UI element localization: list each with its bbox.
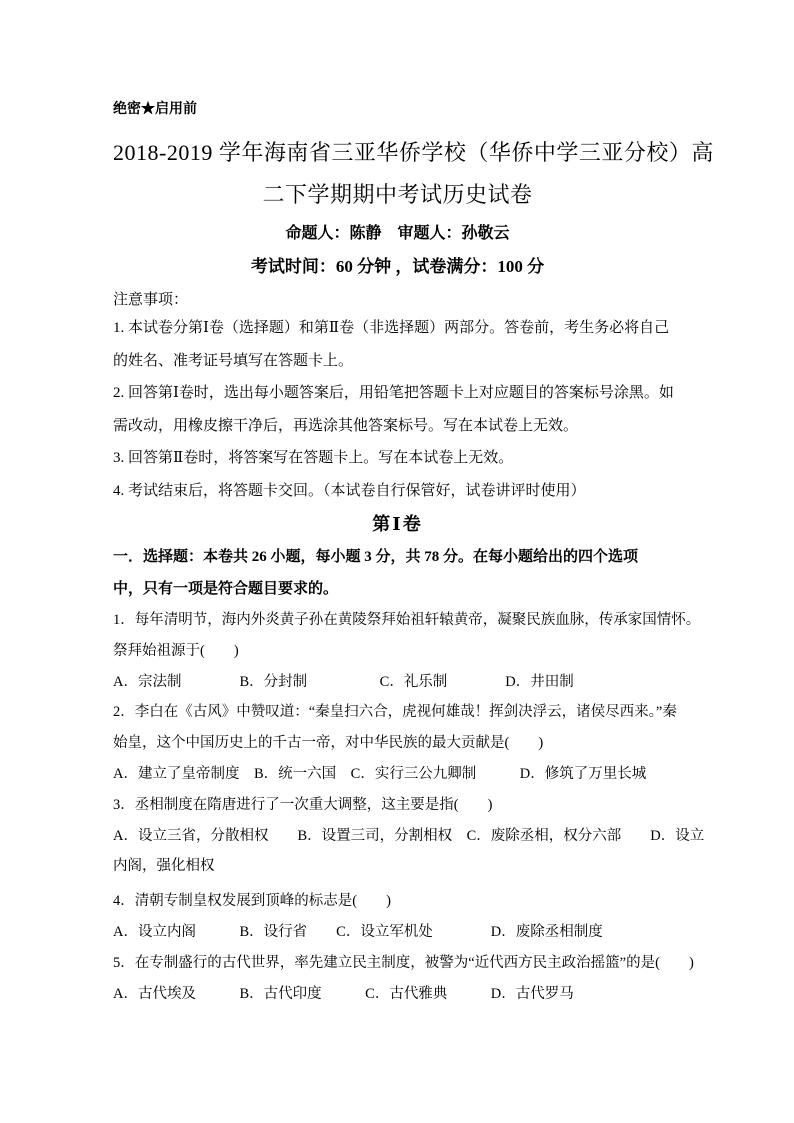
notice-1-line-1: 1. 本试卷分第Ⅰ卷（选择题）和第Ⅱ卷（非选择题）两部分。答卷前，考生务必将自己 xyxy=(113,320,670,336)
question-2-options: A．建立了皇帝制度 B．统一六国 C．实行三公九卿制 D．修筑了万里长城 xyxy=(113,765,647,782)
question-4-options: A．设立内阁 B．设行省 C．设立军机处 D．废除丞相制度 xyxy=(113,923,603,940)
classification-banner: 绝密★启用前 xyxy=(113,102,197,117)
question-5-options: A．古代埃及 B．古代印度 C．古代雅典 D．古代罗马 xyxy=(113,985,574,1002)
question-1-stem-line-1: 1．每年清明节，海内外炎黄子孙在黄陵祭拜始祖轩辕黄帝，凝聚民族血脉，传承家国情怀。 xyxy=(113,612,701,628)
section-intro-line-1: 一．选择题：本卷共 26 小题，每小题 3 分，共 78 分。在每小题给出的四个选项 xyxy=(113,549,639,565)
question-3-options-line-1: A．设立三省，分散相权 B．设置三司，分割相权 C．废除丞相，权分六部 D．设立 xyxy=(113,827,705,844)
notice-heading: 注意事项： xyxy=(113,292,189,308)
question-2-stem-line-1: 2．李白在《古风》中赞叹道：“秦皇扫六合，虎视何雄哉！挥剑决浮云，诸侯尽西来。”秦 xyxy=(113,704,677,721)
notice-1-line-2: 的姓名、准考证号填写在答题卡上。 xyxy=(113,352,354,369)
question-1-stem-line-2: 祭拜始祖源于( ) xyxy=(113,642,239,659)
question-5-stem: 5．在专制盛行的古代世界，率先建立民主制度，被警为“近代西方民主政治摇篮”的是( ) xyxy=(113,954,694,971)
exam-info-line: 考试时间：60 分钟 ，试卷满分：100 分 xyxy=(250,257,545,276)
question-1-options: A．宗法制 B．分封制 C．礼乐制 D．井田制 xyxy=(113,673,574,690)
exam-title-line-1: 2018-2019 学年海南省三亚华侨学校（华侨中学三亚分校）高 xyxy=(113,140,714,165)
question-5 xyxy=(113,948,694,1010)
exam-title xyxy=(113,132,714,216)
notice-2-line-1: 2. 回答第Ⅰ卷时，选出每小题答案后，用铅笔把答题卡上对应题目的答案标号涂黑。如 xyxy=(113,385,674,401)
question-3-stem: 3．丞相制度在隋唐进行了一次重大调整，这主要是指( ) xyxy=(113,796,493,813)
question-2 xyxy=(113,697,682,789)
section-intro xyxy=(113,541,682,605)
question-4-stem: 4．清朝专制皇权发展到顶峰的标志是( ) xyxy=(113,893,391,910)
question-2-stem-line-2: 始皇，这个中国历史上的千古一帝，对中华民族的最大贡献是( ) xyxy=(113,735,544,752)
notice-list xyxy=(113,312,682,507)
setters-line: 命题人：陈静 审题人：孙敬云 xyxy=(285,225,510,242)
notice-3: 3. 回答第Ⅱ卷时，将答案写在答题卡上。写在本试卷上无效。 xyxy=(113,450,514,466)
section-intro-line-2: 中，只有一项是符合题目要求的。 xyxy=(113,581,339,597)
question-3-options-line-2: 内阁，强化相权 xyxy=(113,858,215,875)
exam-title-line-2: 二下学期期中考试历史试卷 xyxy=(262,182,533,207)
notice-2-line-2: 需改动，用橡皮擦干净后，再选涂其他答案标号。写在本试卷上无效。 xyxy=(113,417,579,434)
question-1 xyxy=(113,605,701,697)
question-3 xyxy=(113,790,705,882)
question-4 xyxy=(113,886,682,948)
part-one-heading: 第Ⅰ卷 xyxy=(372,514,423,534)
notice-4: 4. 考试结束后，将答题卡交回。（本试卷自行保管好，试卷讲评时使用） xyxy=(113,482,586,499)
